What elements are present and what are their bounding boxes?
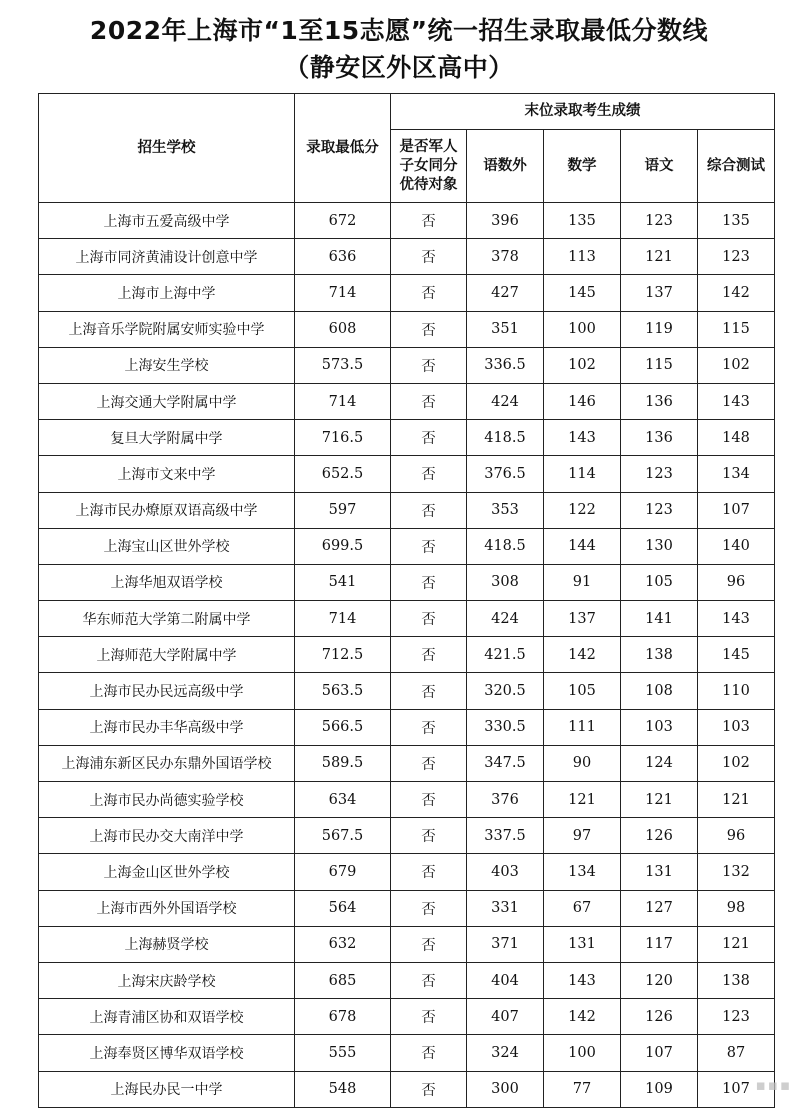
cell-chinese-math-english: 418.5 — [467, 420, 544, 456]
cell-math: 121 — [544, 782, 621, 818]
cell-military: 否 — [391, 890, 467, 926]
cell-min-score: 608 — [295, 311, 391, 347]
cell-chinese: 123 — [621, 492, 698, 528]
cell-military: 否 — [391, 601, 467, 637]
header-chinese: 语文 — [621, 130, 698, 203]
cell-chinese: 138 — [621, 637, 698, 673]
page-title: 2022年上海市“1至15志愿”统一招生录取最低分数线 — [89, 16, 709, 45]
cell-school: 上海市五爱高级中学 — [39, 203, 295, 239]
cell-chinese-math-english: 403 — [467, 854, 544, 890]
table-row — [39, 564, 775, 600]
cell-comprehensive: 138 — [698, 962, 775, 998]
page-subtitle: （静安区外区高中） — [284, 53, 514, 82]
cell-chinese-math-english: 427 — [467, 275, 544, 311]
cell-comprehensive: 96 — [698, 564, 775, 600]
cell-school: 上海青浦区协和双语学校 — [39, 999, 295, 1035]
table-row — [39, 492, 775, 528]
cell-chinese-math-english: 424 — [467, 383, 544, 419]
cell-comprehensive: 142 — [698, 275, 775, 311]
cell-chinese-math-english: 376.5 — [467, 456, 544, 492]
cell-military: 否 — [391, 926, 467, 962]
cell-chinese: 108 — [621, 673, 698, 709]
cell-comprehensive: 134 — [698, 456, 775, 492]
header-math: 数学 — [544, 130, 621, 203]
cell-school: 上海市上海中学 — [39, 275, 295, 311]
table-row — [39, 383, 775, 419]
cell-chinese: 117 — [621, 926, 698, 962]
cell-comprehensive: 143 — [698, 383, 775, 419]
cell-chinese: 141 — [621, 601, 698, 637]
table-row — [39, 239, 775, 275]
cell-chinese: 124 — [621, 745, 698, 781]
cell-comprehensive: 145 — [698, 637, 775, 673]
cell-math: 77 — [544, 1071, 621, 1107]
cell-min-score: 679 — [295, 854, 391, 890]
watermark: ▪▪▪ — [755, 1076, 792, 1094]
table-row — [39, 782, 775, 818]
cell-chinese: 109 — [621, 1071, 698, 1107]
cell-school: 上海交通大学附属中学 — [39, 383, 295, 419]
cell-chinese: 107 — [621, 1035, 698, 1071]
cell-comprehensive: 87 — [698, 1035, 775, 1071]
cell-chinese-math-english: 404 — [467, 962, 544, 998]
cell-military: 否 — [391, 420, 467, 456]
table-row — [39, 999, 775, 1035]
cell-military: 否 — [391, 528, 467, 564]
cell-math: 91 — [544, 564, 621, 600]
table-row — [39, 528, 775, 564]
table-body — [39, 203, 775, 1108]
cell-math: 97 — [544, 818, 621, 854]
cell-chinese-math-english: 320.5 — [467, 673, 544, 709]
cell-chinese: 123 — [621, 456, 698, 492]
cell-comprehensive: 143 — [698, 601, 775, 637]
cell-school: 上海市文来中学 — [39, 456, 295, 492]
cell-math: 134 — [544, 854, 621, 890]
cell-chinese-math-english: 378 — [467, 239, 544, 275]
cell-min-score: 714 — [295, 275, 391, 311]
cell-school: 上海市同济黄浦设计创意中学 — [39, 239, 295, 275]
cell-school: 上海安生学校 — [39, 347, 295, 383]
cell-min-score: 548 — [295, 1071, 391, 1107]
cell-math: 135 — [544, 203, 621, 239]
cell-military: 否 — [391, 745, 467, 781]
cell-math: 114 — [544, 456, 621, 492]
cell-math: 142 — [544, 637, 621, 673]
cell-chinese-math-english: 337.5 — [467, 818, 544, 854]
table-row — [39, 926, 775, 962]
cell-chinese-math-english: 351 — [467, 311, 544, 347]
cell-chinese-math-english: 331 — [467, 890, 544, 926]
cell-math: 142 — [544, 999, 621, 1035]
table-row — [39, 456, 775, 492]
cell-min-score: 566.5 — [295, 709, 391, 745]
table-row — [39, 637, 775, 673]
cell-military: 否 — [391, 383, 467, 419]
cell-chinese: 131 — [621, 854, 698, 890]
cell-comprehensive: 123 — [698, 239, 775, 275]
header-min-score: 录取最低分 — [295, 94, 391, 203]
cell-min-score: 632 — [295, 926, 391, 962]
table-row — [39, 709, 775, 745]
cell-math: 100 — [544, 311, 621, 347]
table-row — [39, 347, 775, 383]
cell-military: 否 — [391, 709, 467, 745]
cell-comprehensive: 102 — [698, 745, 775, 781]
cell-chinese-math-english: 424 — [467, 601, 544, 637]
cell-math: 100 — [544, 1035, 621, 1071]
cell-military: 否 — [391, 1035, 467, 1071]
cell-school: 上海奉贤区博华双语学校 — [39, 1035, 295, 1071]
cell-chinese-math-english: 300 — [467, 1071, 544, 1107]
cell-military: 否 — [391, 854, 467, 890]
cell-min-score: 652.5 — [295, 456, 391, 492]
table-header — [39, 94, 775, 203]
cell-math: 111 — [544, 709, 621, 745]
cell-school: 上海市民办尚德实验学校 — [39, 782, 295, 818]
table-row — [39, 420, 775, 456]
cell-chinese: 136 — [621, 383, 698, 419]
cell-school: 上海华旭双语学校 — [39, 564, 295, 600]
cell-chinese-math-english: 407 — [467, 999, 544, 1035]
cell-chinese-math-english: 308 — [467, 564, 544, 600]
cell-chinese-math-english: 347.5 — [467, 745, 544, 781]
cell-comprehensive: 121 — [698, 782, 775, 818]
cell-chinese: 127 — [621, 890, 698, 926]
cell-chinese-math-english: 371 — [467, 926, 544, 962]
table-row — [39, 962, 775, 998]
cell-comprehensive: 103 — [698, 709, 775, 745]
cell-military: 否 — [391, 637, 467, 673]
cell-chinese: 119 — [621, 311, 698, 347]
cell-chinese: 126 — [621, 818, 698, 854]
cell-school: 上海市民办交大南洋中学 — [39, 818, 295, 854]
cell-military: 否 — [391, 239, 467, 275]
table-row — [39, 311, 775, 347]
cell-min-score: 597 — [295, 492, 391, 528]
cell-math: 67 — [544, 890, 621, 926]
table-row — [39, 890, 775, 926]
cell-school: 复旦大学附属中学 — [39, 420, 295, 456]
cell-min-score: 636 — [295, 239, 391, 275]
cell-military: 否 — [391, 203, 467, 239]
cell-math: 143 — [544, 420, 621, 456]
cell-min-score: 712.5 — [295, 637, 391, 673]
cell-military: 否 — [391, 673, 467, 709]
cell-math: 144 — [544, 528, 621, 564]
cell-min-score: 714 — [295, 601, 391, 637]
table-row — [39, 601, 775, 637]
cell-military: 否 — [391, 999, 467, 1035]
cell-school: 上海赫贤学校 — [39, 926, 295, 962]
cell-chinese: 121 — [621, 239, 698, 275]
header-chinese-math-english: 语数外 — [467, 130, 544, 203]
cell-school: 上海浦东新区民办东鼎外国语学校 — [39, 745, 295, 781]
cell-chinese: 123 — [621, 203, 698, 239]
cell-comprehensive: 140 — [698, 528, 775, 564]
cell-min-score: 672 — [295, 203, 391, 239]
cell-min-score: 699.5 — [295, 528, 391, 564]
cell-school: 上海宋庆龄学校 — [39, 962, 295, 998]
cell-school: 上海市西外外国语学校 — [39, 890, 295, 926]
cell-min-score: 541 — [295, 564, 391, 600]
cell-chinese: 136 — [621, 420, 698, 456]
header-comprehensive: 综合测试 — [698, 130, 775, 203]
header-school: 招生学校 — [39, 94, 295, 203]
cell-school: 上海宝山区世外学校 — [39, 528, 295, 564]
cell-comprehensive: 107 — [698, 492, 775, 528]
cell-military: 否 — [391, 311, 467, 347]
cell-chinese: 115 — [621, 347, 698, 383]
cell-chinese-math-english: 324 — [467, 1035, 544, 1071]
cell-min-score: 589.5 — [295, 745, 391, 781]
cell-chinese-math-english: 336.5 — [467, 347, 544, 383]
cell-math: 146 — [544, 383, 621, 419]
cell-military: 否 — [391, 818, 467, 854]
cell-min-score: 555 — [295, 1035, 391, 1071]
cell-math: 143 — [544, 962, 621, 998]
cell-min-score: 714 — [295, 383, 391, 419]
cell-chinese: 120 — [621, 962, 698, 998]
cell-chinese: 103 — [621, 709, 698, 745]
cell-comprehensive: 135 — [698, 203, 775, 239]
cell-min-score: 634 — [295, 782, 391, 818]
cell-chinese: 105 — [621, 564, 698, 600]
cell-military: 否 — [391, 347, 467, 383]
cell-military: 否 — [391, 275, 467, 311]
cell-comprehensive: 121 — [698, 926, 775, 962]
cell-math: 90 — [544, 745, 621, 781]
cell-chinese-math-english: 418.5 — [467, 528, 544, 564]
header-military: 是否军人子女同分优待对象 — [391, 130, 467, 203]
cell-min-score: 716.5 — [295, 420, 391, 456]
cell-chinese-math-english: 396 — [467, 203, 544, 239]
cell-min-score: 573.5 — [295, 347, 391, 383]
cell-chinese-math-english: 421.5 — [467, 637, 544, 673]
cell-school: 上海市民办丰华高级中学 — [39, 709, 295, 745]
cell-min-score: 563.5 — [295, 673, 391, 709]
cell-school: 上海金山区世外学校 — [39, 854, 295, 890]
cell-min-score: 685 — [295, 962, 391, 998]
cell-school: 上海民办民一中学 — [39, 1071, 295, 1107]
cell-comprehensive: 98 — [698, 890, 775, 926]
cell-chinese-math-english: 330.5 — [467, 709, 544, 745]
cell-chinese: 121 — [621, 782, 698, 818]
table-row — [39, 818, 775, 854]
cell-comprehensive: 132 — [698, 854, 775, 890]
cell-military: 否 — [391, 492, 467, 528]
cell-comprehensive: 148 — [698, 420, 775, 456]
cell-math: 113 — [544, 239, 621, 275]
header-last-admitted-group: 末位录取考生成绩 — [391, 94, 775, 130]
cell-military: 否 — [391, 564, 467, 600]
cell-military: 否 — [391, 1071, 467, 1107]
cell-math: 122 — [544, 492, 621, 528]
table-row — [39, 203, 775, 239]
cell-comprehensive: 96 — [698, 818, 775, 854]
cell-military: 否 — [391, 782, 467, 818]
cell-school: 上海市民办民远高级中学 — [39, 673, 295, 709]
cell-math: 105 — [544, 673, 621, 709]
cell-school: 上海市民办燎原双语高级中学 — [39, 492, 295, 528]
cell-comprehensive: 123 — [698, 999, 775, 1035]
cell-math: 102 — [544, 347, 621, 383]
table-row — [39, 1071, 775, 1107]
cell-chinese: 137 — [621, 275, 698, 311]
cell-school: 华东师范大学第二附属中学 — [39, 601, 295, 637]
cell-min-score: 678 — [295, 999, 391, 1035]
cell-math: 145 — [544, 275, 621, 311]
table-row — [39, 673, 775, 709]
cell-comprehensive: 107 — [698, 1071, 775, 1107]
score-table — [38, 93, 775, 1108]
cell-school: 上海师范大学附属中学 — [39, 637, 295, 673]
cell-chinese: 126 — [621, 999, 698, 1035]
cell-chinese-math-english: 353 — [467, 492, 544, 528]
table-row — [39, 275, 775, 311]
cell-military: 否 — [391, 962, 467, 998]
cell-math: 131 — [544, 926, 621, 962]
table-row — [39, 1035, 775, 1071]
cell-chinese: 130 — [621, 528, 698, 564]
table-row — [39, 745, 775, 781]
cell-school: 上海音乐学院附属安师实验中学 — [39, 311, 295, 347]
cell-min-score: 564 — [295, 890, 391, 926]
cell-math: 137 — [544, 601, 621, 637]
cell-min-score: 567.5 — [295, 818, 391, 854]
table-row — [39, 854, 775, 890]
cell-military: 否 — [391, 456, 467, 492]
cell-chinese-math-english: 376 — [467, 782, 544, 818]
cell-comprehensive: 102 — [698, 347, 775, 383]
cell-comprehensive: 110 — [698, 673, 775, 709]
cell-comprehensive: 115 — [698, 311, 775, 347]
